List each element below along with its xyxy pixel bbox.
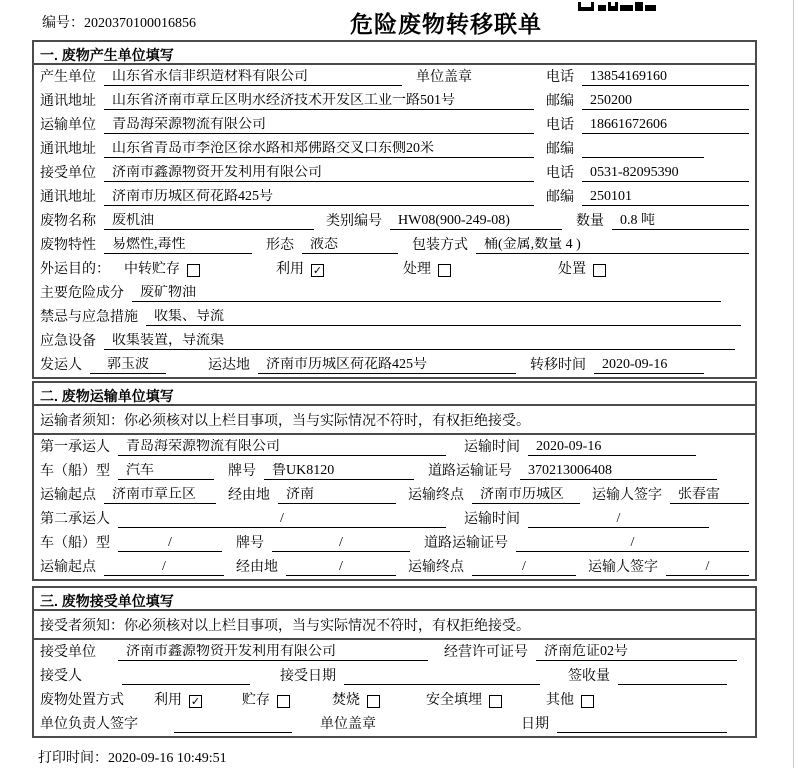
checkbox-disposal-utilize-checked: ✓ <box>190 694 201 708</box>
carrier-sign1-label: 运输人签字 <box>592 488 662 503</box>
disposal-option-incinerate <box>332 693 380 709</box>
characteristics-value: 易燃性,毒性 <box>104 237 252 254</box>
transporter-zip-label: 邮编 <box>546 142 574 157</box>
page-right-border <box>793 0 794 768</box>
purpose-option-utilize <box>276 262 324 278</box>
transfer-purpose-row <box>34 257 755 281</box>
origin1-value: 济南市章丘区 <box>104 487 216 504</box>
producer-label: 产生单位 <box>40 70 96 85</box>
checkbox-treat <box>438 264 451 277</box>
purpose-option-treat <box>403 262 451 278</box>
disposal-storage-label: 贮存 <box>242 693 270 708</box>
producer-value: 山东省永信非织造材料有限公司 <box>104 69 402 86</box>
second-carrier-value: / <box>118 511 446 528</box>
transporter-phone-value: 18661672606 <box>582 117 749 134</box>
first-carrier-row <box>34 435 755 459</box>
checkbox-disposal-other <box>581 695 594 708</box>
disposal-method-row <box>34 688 755 712</box>
via1-value: 济南 <box>278 487 396 504</box>
form-section-transport <box>32 381 757 581</box>
road-permit2-label: 道路运输证号 <box>424 536 508 551</box>
producer-address-value: 山东省济南市章丘区明水经济技术开发区工业一路501号 <box>104 93 534 110</box>
print-time-label: 打印时间： <box>38 751 108 766</box>
date-label: 日期 <box>521 717 549 732</box>
characteristics-label: 废物特性 <box>40 238 96 253</box>
hazard-component-value: 废矿物油 <box>132 285 721 302</box>
disposal-option-utilize <box>154 693 202 709</box>
producer-address-label: 通讯地址 <box>40 94 96 109</box>
carrier-sign2-label: 运输人签字 <box>588 560 658 575</box>
document-number-label: 编号： <box>42 16 84 31</box>
date-value <box>557 716 727 733</box>
waste-name-row <box>34 209 755 233</box>
waste-characteristics-row <box>34 233 755 257</box>
transporter-value: 青岛海荣源物流有限公司 <box>104 117 534 134</box>
purpose-treat-label: 处理 <box>403 262 431 277</box>
route2-row <box>34 555 755 579</box>
shipper-label: 发运人 <box>40 358 82 373</box>
receiver-address-value: 济南市历城区荷花路425号 <box>104 189 534 206</box>
plate1-value: 鲁UK8120 <box>264 463 414 480</box>
accepting-unit-row <box>34 640 755 664</box>
purpose-option-storage <box>124 262 200 278</box>
transporter-address-label: 通讯地址 <box>40 142 96 157</box>
emergency-equipment-label: 应急设备 <box>40 334 96 349</box>
accepting-unit-value: 济南市鑫源物资开发利用有限公司 <box>118 644 428 661</box>
checkbox-dispose <box>593 264 606 277</box>
quantity-value: 0.8 吨 <box>612 213 749 230</box>
packaging-label: 包装方式 <box>412 238 468 253</box>
category-code-value: HW08(900-249-08) <box>390 213 562 230</box>
disposal-other-label: 其他 <box>546 693 574 708</box>
destination-value: 济南市历城区荷花路425号 <box>258 357 516 374</box>
disposal-option-landfill <box>426 693 502 709</box>
contraindication-label: 禁忌与应急措施 <box>40 310 138 325</box>
receiver-value: 济南市鑫源物资开发利用有限公司 <box>104 165 534 182</box>
shipper-value: 郭玉波 <box>90 357 166 374</box>
producer-phone-label: 电话 <box>546 70 574 85</box>
vehicle1-row <box>34 459 755 483</box>
transporter-address-row <box>34 137 755 161</box>
form-section-producer <box>32 40 757 379</box>
vehicle2-row <box>34 531 755 555</box>
transport-time2-value: / <box>528 511 709 528</box>
vehicle-type1-value: 汽车 <box>118 463 214 480</box>
quantity-label: 数量 <box>576 214 604 229</box>
receiver-zip-value: 250101 <box>582 189 749 206</box>
transfer-purpose-label: 外运目的： <box>40 262 110 277</box>
responsible-sign-label: 单位负责人签字 <box>40 717 138 732</box>
producer-zip-value: 250200 <box>582 93 749 110</box>
carrier-sign2-value: / <box>666 559 749 576</box>
checkbox-disposal-storage <box>277 695 290 708</box>
document-number <box>42 12 196 32</box>
accept-date-value <box>344 668 540 685</box>
acceptor-label: 接受人 <box>40 669 82 684</box>
via1-label: 经由地 <box>228 488 270 503</box>
receiver-address-label: 通讯地址 <box>40 190 96 205</box>
print-time-value: 2020-09-16 10:49:51 <box>108 751 227 766</box>
receiver-notice: 接受者须知：你必须核对以上栏目事项，当与实际情况不符时，有权拒绝接受。 <box>34 611 755 640</box>
purpose-utilize-label: 利用 <box>276 262 304 277</box>
endpoint2-label: 运输终点 <box>408 560 464 575</box>
vehicle-type2-label: 车（船）型 <box>40 536 110 551</box>
receiver-label: 接受单位 <box>40 166 96 181</box>
accepting-unit-label: 接受单位 <box>40 645 96 660</box>
disposal-option-other <box>546 693 594 709</box>
hazard-component-label: 主要危险成分 <box>40 286 124 301</box>
hazard-component-row <box>34 281 755 305</box>
emergency-equipment-row <box>34 329 755 353</box>
carrier-sign1-value: 张春雷 <box>670 487 749 504</box>
receiver-address-row <box>34 185 755 209</box>
acceptor-row <box>34 664 755 688</box>
producer-row <box>34 65 755 89</box>
first-carrier-label: 第一承运人 <box>40 440 110 455</box>
first-carrier-value: 青岛海荣源物流有限公司 <box>118 439 446 456</box>
document-number-value: 2020370100016856 <box>84 16 196 31</box>
origin2-value: / <box>104 559 224 576</box>
vehicle-type2-value: / <box>118 535 222 552</box>
license-label: 经营许可证号 <box>444 645 528 660</box>
disposal-incinerate-label: 焚烧 <box>332 693 360 708</box>
via2-value: / <box>286 559 396 576</box>
license-value: 济南危证02号 <box>536 644 737 661</box>
accept-date-label: 接受日期 <box>280 669 336 684</box>
purpose-option-dispose <box>558 262 606 278</box>
transfer-time-value: 2020-09-16 <box>594 357 704 374</box>
form-section-receiver <box>32 586 757 738</box>
section3-title: 三. 废物接受单位填写 <box>34 588 755 611</box>
section1-title: 一. 废物产生单位填写 <box>34 42 755 65</box>
origin2-label: 运输起点 <box>40 560 96 575</box>
origin1-label: 运输起点 <box>40 488 96 503</box>
receiver-row <box>34 161 755 185</box>
transfer-time-label: 转移时间 <box>530 358 586 373</box>
checkbox-disposal-incinerate <box>367 695 380 708</box>
transporter-phone-label: 电话 <box>546 118 574 133</box>
form-state-value: 液态 <box>302 237 398 254</box>
responsible-sign-row <box>34 712 755 736</box>
transport-time1-value: 2020-09-16 <box>528 439 696 456</box>
emergency-equipment-value: 收集装置，导流渠 <box>104 333 735 350</box>
purpose-storage-label: 中转贮存 <box>124 262 180 277</box>
road-permit2-value: / <box>516 535 749 552</box>
waste-name-label: 废物名称 <box>40 214 96 229</box>
checkbox-utilize-checked: ✓ <box>312 263 323 277</box>
document-header <box>0 0 796 40</box>
second-carrier-label: 第二承运人 <box>40 512 110 527</box>
signed-amount-label: 签收量 <box>568 669 610 684</box>
page-title: 危险废物转移联单 <box>350 11 542 37</box>
transporter-notice: 运输者须知：你必须核对以上栏目事项，当与实际情况不符时，有权拒绝接受。 <box>34 406 755 435</box>
purpose-dispose-label: 处置 <box>558 262 586 277</box>
signed-amount-value <box>618 668 727 685</box>
producer-address-row <box>34 89 755 113</box>
endpoint2-value: / <box>472 559 576 576</box>
checkbox-disposal-landfill <box>489 695 502 708</box>
unit-seal2-label: 单位盖章 <box>320 717 376 732</box>
disposal-landfill-label: 安全填埋 <box>426 693 482 708</box>
disposal-utilize-label: 利用 <box>154 693 182 708</box>
road-permit1-label: 道路运输证号 <box>428 464 512 479</box>
receiver-phone-value: 0531-82095390 <box>582 165 749 182</box>
transporter-label: 运输单位 <box>40 118 96 133</box>
acceptor-value <box>122 668 250 685</box>
responsible-sign-value <box>174 716 292 733</box>
road-permit1-value: 370213006408 <box>520 463 717 480</box>
plate1-label: 牌号 <box>228 464 256 479</box>
producer-zip-label: 邮编 <box>546 94 574 109</box>
disposal-method-label: 废物处置方式 <box>40 693 124 708</box>
section2-title: 二. 废物运输单位填写 <box>34 383 755 406</box>
form-sheet <box>32 40 757 738</box>
shipper-row <box>34 353 755 377</box>
contraindication-value: 收集、导流 <box>146 309 741 326</box>
plate2-label: 牌号 <box>236 536 264 551</box>
receiver-zip-label: 邮编 <box>546 190 574 205</box>
unit-seal-label: 单位盖章 <box>416 70 472 85</box>
waste-name-value: 废机油 <box>104 213 314 230</box>
checkbox-storage <box>187 264 200 277</box>
destination-label: 运达地 <box>208 358 250 373</box>
packaging-value: 桶(金属,数量 4 ) <box>476 237 749 254</box>
qr-code-icon <box>578 0 656 16</box>
disposal-option-storage <box>242 693 290 709</box>
transport-time2-label: 运输时间 <box>464 512 520 527</box>
route1-row <box>34 483 755 507</box>
print-time <box>38 747 796 767</box>
producer-phone-value: 13854169160 <box>582 69 749 86</box>
endpoint1-value: 济南市历城区 <box>472 487 580 504</box>
plate2-value: / <box>272 535 410 552</box>
transporter-row <box>34 113 755 137</box>
contraindication-row <box>34 305 755 329</box>
second-carrier-row <box>34 507 755 531</box>
transport-time1-label: 运输时间 <box>464 440 520 455</box>
form-state-label: 形态 <box>266 238 294 253</box>
category-code-label: 类别编号 <box>326 214 382 229</box>
transporter-address-value: 山东省青岛市李沧区徐水路和郑佛路交叉口东侧20米 <box>104 141 534 158</box>
receiver-phone-label: 电话 <box>546 166 574 181</box>
transporter-zip-value <box>582 141 704 158</box>
via2-label: 经由地 <box>236 560 278 575</box>
vehicle-type1-label: 车（船）型 <box>40 464 110 479</box>
endpoint1-label: 运输终点 <box>408 488 464 503</box>
